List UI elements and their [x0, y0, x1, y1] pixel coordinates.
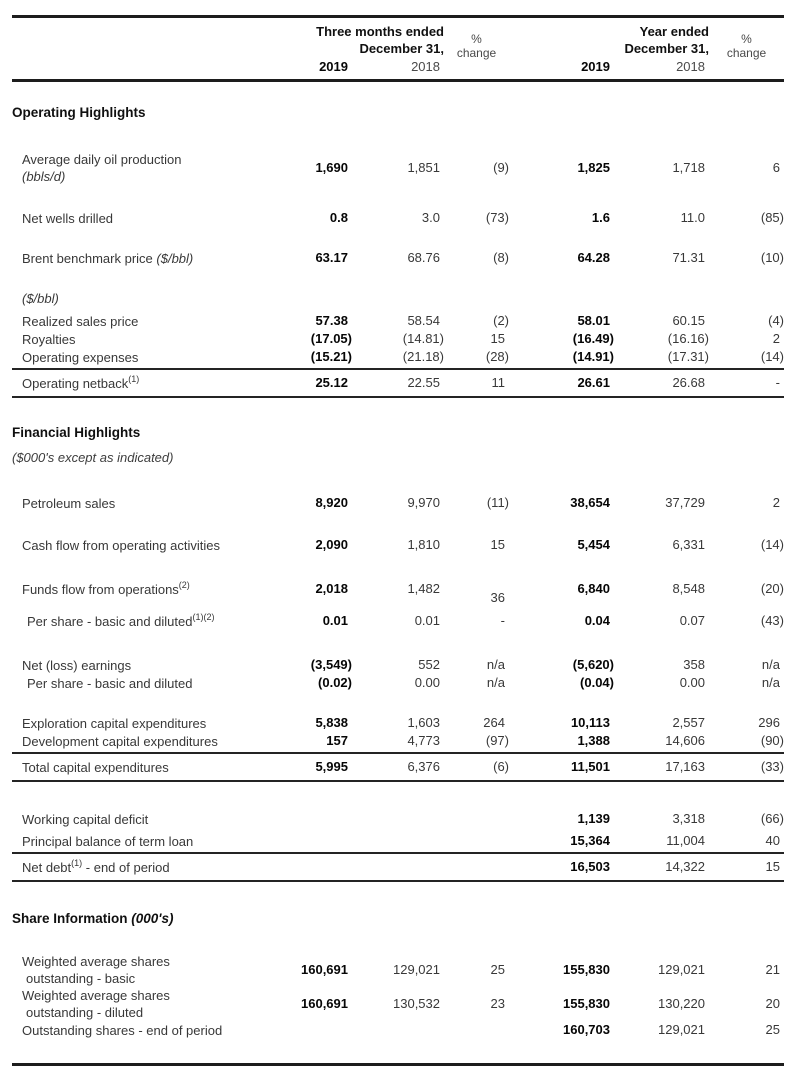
cell-yr-pct-change: (33)	[760, 759, 784, 774]
section-subtitle: ($000's except as indicated)	[12, 450, 174, 465]
cell-3mo-2019: 160,691	[301, 996, 348, 1011]
table-row	[12, 209, 784, 227]
cell-3mo-2019: 157	[326, 733, 348, 748]
row-label-line1	[22, 331, 284, 348]
cell-yr-2018: 358	[683, 657, 705, 672]
section-heading-italic: (000's)	[127, 911, 174, 926]
cell-3mo-pct-change: (8)	[493, 250, 509, 265]
cell-3mo-pct-change: 36	[490, 590, 505, 605]
section-heading	[12, 910, 784, 927]
row-label-line1	[22, 759, 284, 776]
cell-3mo-2019: 63.17	[315, 250, 348, 265]
table-row	[12, 579, 784, 605]
table-row	[12, 754, 784, 782]
cell-3mo-2018: (21.18)	[402, 349, 444, 364]
row-label-line1	[22, 733, 284, 750]
row-label-text: Per share - basic and diluted	[27, 675, 193, 691]
row-label	[12, 675, 284, 692]
row-label-suffix: - end of period	[82, 859, 170, 875]
cell-yr-2018: 1,718	[672, 160, 705, 175]
row-label	[12, 733, 284, 750]
cell-3mo-2019: (15.21)	[310, 349, 352, 364]
cell-yr-2018: (17.31)	[667, 349, 709, 364]
cell-3mo-2019: 0.01	[322, 613, 348, 628]
table-row	[12, 832, 784, 854]
cell-3mo-pct-change: (2)	[493, 313, 509, 328]
cell-yr-2019: 16,503	[570, 859, 610, 874]
cell-3mo-2019: 57.38	[315, 313, 348, 328]
cell-3mo-2019: (17.05)	[310, 331, 352, 346]
cell-yr-pct-change: 20	[765, 996, 780, 1011]
row-label-line1	[22, 953, 284, 970]
row-label-line1	[22, 987, 284, 1004]
table-header	[12, 15, 784, 82]
row-label-footnote: (1)	[128, 373, 140, 384]
cell-3mo-2019: (3,549)	[310, 657, 352, 672]
cell-3mo-2018: 1,810	[407, 537, 440, 552]
row-label-text: Principal balance of term loan	[22, 833, 194, 849]
cell-yr-2018: 0.07	[679, 613, 705, 628]
row-label	[12, 250, 284, 267]
row-label	[12, 210, 284, 227]
cell-3mo-2018: 4,773	[407, 733, 440, 748]
table-row	[12, 854, 784, 882]
row-label-footnote: (1)	[71, 857, 83, 868]
row-label-line1	[22, 657, 284, 674]
cell-yr-2019: 1,388	[577, 733, 610, 748]
row-label-line2: outstanding - diluted	[26, 1005, 144, 1020]
table-row	[12, 732, 784, 754]
table-row	[12, 249, 784, 267]
table-row	[12, 810, 784, 828]
cell-yr-pct-change: n/a	[761, 657, 780, 672]
financial-highlights-table	[12, 15, 784, 1066]
row-label-text: Funds flow from operations	[22, 581, 179, 597]
row-label-line1	[22, 349, 284, 366]
row-label	[12, 331, 284, 348]
cell-yr-pct-change: (90)	[760, 733, 784, 748]
cell-3mo-pct-change: (9)	[493, 160, 509, 175]
row-label-text: Net wells drilled	[22, 210, 114, 226]
row-label	[12, 833, 284, 850]
row-label-line1	[22, 859, 284, 876]
cell-yr-2018: 129,021	[658, 962, 705, 977]
row-label-unit: ($/bbl)	[152, 250, 194, 266]
cell-3mo-2019: (0.02)	[318, 675, 352, 690]
cell-yr-pct-change: (10)	[760, 250, 784, 265]
cell-yr-2018: 14,322	[665, 859, 705, 874]
table-row	[12, 674, 784, 692]
row-label	[12, 349, 284, 366]
row-label-line1	[22, 250, 284, 267]
cell-3mo-pct-change: n/a	[486, 657, 505, 672]
table-row	[12, 953, 784, 987]
row-label-line1	[22, 537, 284, 554]
cell-yr-pct-change: 2	[772, 331, 780, 346]
row-label-line1	[22, 833, 284, 850]
row-label-text: ($/bbl)	[22, 290, 59, 306]
cell-yr-2018: 0.00	[679, 675, 705, 690]
col-group-title-line1: Three months ended	[316, 24, 444, 39]
cell-3mo-pct-change: (28)	[485, 349, 509, 364]
cell-yr-2018: 26.68	[672, 375, 705, 390]
row-label-text: Exploration capital expenditures	[22, 715, 207, 731]
cell-3mo-2018: 552	[418, 657, 440, 672]
cell-3mo-2018: 9,970	[407, 495, 440, 510]
col-header-pct-change-3mo	[444, 32, 509, 68]
row-label	[12, 859, 284, 876]
row-label-line1	[22, 1022, 284, 1039]
cell-yr-2019: 58.01	[577, 313, 610, 328]
cell-3mo-2018: 58.54	[407, 313, 440, 328]
row-label-text: Operating netback	[22, 375, 129, 391]
cell-yr-2018: 14,606	[665, 733, 705, 748]
row-label	[12, 811, 284, 828]
cell-yr-2018: 129,021	[658, 1022, 705, 1037]
table-row	[12, 536, 784, 554]
cell-3mo-2018: 0.00	[414, 675, 440, 690]
row-label-line1	[22, 210, 284, 227]
row-label-line1	[22, 375, 284, 392]
row-label-line1	[22, 581, 284, 598]
row-label	[12, 1022, 284, 1039]
col-header-yr-2019: 2019	[581, 59, 610, 74]
cell-yr-2018: (16.16)	[667, 331, 709, 346]
cell-yr-2019: 5,454	[577, 537, 610, 552]
cell-3mo-2018: 0.01	[414, 613, 440, 628]
row-label-text: Net (loss) earnings	[22, 657, 132, 673]
cell-yr-pct-change: (43)	[760, 613, 784, 628]
cell-3mo-2019: 160,691	[301, 962, 348, 977]
row-label-text: Average daily oil production	[22, 152, 182, 167]
table-row	[12, 987, 784, 1021]
cell-yr-pct-change: (20)	[760, 581, 784, 596]
table-row	[12, 494, 784, 512]
cell-yr-2019: (0.04)	[580, 675, 614, 690]
cell-yr-2018: 130,220	[658, 996, 705, 1011]
cell-yr-pct-change: (4)	[768, 313, 784, 328]
row-label-line1	[22, 811, 284, 828]
row-label-line1	[27, 613, 284, 630]
cell-yr-pct-change: -	[775, 375, 780, 390]
cell-3mo-2019: 5,995	[315, 759, 348, 774]
cell-yr-pct-change: (85)	[760, 210, 784, 225]
row-label-text: Royalties	[22, 331, 76, 347]
cell-yr-2019: 10,113	[570, 715, 610, 730]
cell-yr-pct-change: 40	[765, 833, 780, 848]
row-label-text: Outstanding shares - end of period	[22, 1022, 223, 1038]
cell-yr-2019: 1,139	[577, 811, 610, 826]
cell-3mo-2018: 22.55	[407, 375, 440, 390]
row-label	[12, 537, 284, 554]
cell-3mo-pct-change: (97)	[485, 733, 509, 748]
col-group-three-months-ended	[284, 23, 444, 57]
cell-3mo-2019: 1,690	[315, 160, 348, 175]
cell-3mo-pct-change: -	[500, 613, 505, 628]
pct-sign: %	[471, 31, 482, 46]
row-label-line1	[22, 151, 284, 168]
section-heading	[12, 104, 784, 121]
cell-3mo-pct-change: 11	[491, 375, 505, 390]
cell-3mo-pct-change: (73)	[485, 210, 509, 225]
table-row	[12, 612, 784, 630]
cell-3mo-pct-change: 264	[483, 715, 505, 730]
row-label-line2: (bbls/d)	[22, 169, 66, 184]
cell-3mo-2018: 1,851	[407, 160, 440, 175]
cell-3mo-pct-change: (6)	[493, 759, 509, 774]
row-label-line1	[22, 290, 284, 307]
table-row	[12, 370, 784, 398]
cell-yr-pct-change: 296	[758, 715, 780, 730]
cell-yr-pct-change: 6	[772, 160, 780, 175]
row-label	[12, 151, 284, 185]
col-group-title-line1: Year ended	[639, 24, 709, 39]
cell-yr-2019: (14.91)	[572, 349, 614, 364]
table-row	[12, 330, 784, 348]
cell-3mo-2018: 6,376	[407, 759, 440, 774]
cell-yr-2018: 17,163	[665, 759, 705, 774]
row-label-text: Brent benchmark price	[22, 250, 153, 266]
cell-yr-2019: 11,501	[570, 759, 610, 774]
cell-yr-pct-change: (14)	[760, 537, 784, 552]
table-row	[12, 151, 784, 185]
cell-yr-2018: 2,557	[672, 715, 705, 730]
cell-yr-2019: 38,654	[570, 495, 610, 510]
table-body	[12, 104, 784, 1039]
col-group-title-line2: December 31,	[624, 41, 709, 56]
cell-yr-2018: 37,729	[665, 495, 705, 510]
row-label-line1	[22, 495, 284, 512]
pct-word: change	[726, 45, 767, 60]
cell-3mo-2018: 3.0	[421, 210, 440, 225]
cell-yr-pct-change: 2	[772, 495, 780, 510]
table-row	[12, 714, 784, 732]
pct-sign: %	[741, 31, 752, 46]
cell-3mo-pct-change: 15	[490, 331, 505, 346]
cell-3mo-pct-change: n/a	[486, 675, 505, 690]
cell-yr-2018: 71.31	[672, 250, 705, 265]
cell-yr-2019: 155,830	[563, 962, 610, 977]
row-label-text: Working capital deficit	[22, 811, 149, 827]
cell-yr-pct-change: 25	[765, 1022, 780, 1037]
cell-yr-pct-change: 15	[765, 859, 780, 874]
cell-3mo-2018: 1,603	[407, 715, 440, 730]
row-label	[12, 987, 284, 1021]
col-header-3mo-2019: 2019	[319, 59, 348, 74]
row-label	[12, 613, 284, 630]
row-label-text: Realized sales price	[22, 313, 139, 329]
cell-yr-2018: 6,331	[672, 537, 705, 552]
cell-3mo-2019: 25.12	[315, 375, 348, 390]
cell-yr-2019: (5,620)	[572, 657, 614, 672]
cell-3mo-2018: 129,021	[393, 962, 440, 977]
section-heading-text: Share Information	[12, 911, 128, 926]
row-label-text: Per share - basic and diluted	[27, 613, 193, 629]
row-label-text: Total capital expenditures	[22, 759, 169, 775]
col-header-yr-2018: 2018	[676, 59, 705, 74]
cell-3mo-2019: 5,838	[315, 715, 348, 730]
cell-yr-2018: 3,318	[672, 811, 705, 826]
col-group-year-ended	[509, 23, 709, 57]
section-heading	[12, 424, 784, 441]
row-label	[12, 953, 284, 987]
cell-3mo-2018: 1,482	[407, 581, 440, 596]
table-row	[12, 656, 784, 674]
cell-3mo-2019: 8,920	[315, 495, 348, 510]
row-label	[12, 313, 284, 330]
section-heading-text: Financial Highlights	[12, 425, 141, 440]
cell-yr-pct-change: (66)	[760, 811, 784, 826]
cell-3mo-2019: 2,018	[315, 581, 348, 596]
row-label	[12, 759, 284, 776]
cell-yr-2019: 0.04	[584, 613, 610, 628]
cell-yr-2019: 155,830	[563, 996, 610, 1011]
cell-3mo-pct-change: 23	[490, 996, 505, 1011]
cell-yr-pct-change: (14)	[760, 349, 784, 364]
row-label	[12, 581, 284, 598]
cell-3mo-2018: 68.76	[407, 250, 440, 265]
cell-yr-2019: 26.61	[577, 375, 610, 390]
row-label-text: Weighted average shares	[22, 954, 170, 969]
row-label-text: Petroleum sales	[22, 495, 116, 511]
row-label-text: Net debt	[22, 859, 72, 875]
row-label-text: Weighted average shares	[22, 988, 170, 1003]
cell-yr-2019: 6,840	[577, 581, 610, 596]
cell-3mo-2019: 2,090	[315, 537, 348, 552]
cell-yr-2019: 64.28	[577, 250, 610, 265]
cell-yr-2018: 11,004	[666, 833, 705, 848]
cell-3mo-pct-change: 25	[490, 962, 505, 977]
col-header-pct-change-yr	[709, 32, 784, 68]
cell-yr-2019: 1,825	[577, 160, 610, 175]
row-label	[12, 290, 284, 307]
row-label-footnote: (1)(2)	[192, 611, 215, 622]
row-label-footnote: (2)	[178, 579, 190, 590]
cell-3mo-2018: (14.81)	[402, 331, 444, 346]
table-row	[12, 348, 784, 370]
cell-yr-2019: 160,703	[563, 1022, 610, 1037]
cell-yr-pct-change: 21	[765, 962, 780, 977]
row-label-line1	[27, 675, 284, 692]
row-label-line2: outstanding - basic	[26, 971, 136, 986]
cell-yr-pct-change: n/a	[761, 675, 780, 690]
cell-yr-2019: (16.49)	[572, 331, 614, 346]
pct-word: change	[456, 45, 497, 60]
row-label-text: Cash flow from operating activities	[22, 537, 220, 553]
row-label	[12, 657, 284, 674]
cell-yr-2019: 15,364	[570, 833, 610, 848]
row-label-text: Operating expenses	[22, 349, 139, 365]
row-label-line1	[22, 715, 284, 732]
col-header-3mo-2018: 2018	[411, 59, 440, 74]
table-row	[12, 289, 784, 307]
cell-yr-2018: 8,548	[672, 581, 705, 596]
cell-3mo-pct-change: 15	[490, 537, 505, 552]
col-group-title-line2: December 31,	[359, 41, 444, 56]
row-label-line1	[22, 313, 284, 330]
section-heading-text: Operating Highlights	[12, 105, 146, 120]
row-label	[12, 375, 284, 392]
cell-yr-2018: 60.15	[672, 313, 705, 328]
cell-3mo-2018: 130,532	[393, 996, 440, 1011]
cell-3mo-pct-change: (11)	[486, 495, 509, 510]
cell-yr-2018: 11.0	[680, 210, 705, 225]
cell-yr-2019: 1.6	[591, 210, 610, 225]
row-label	[12, 715, 284, 732]
row-label-text: Development capital expenditures	[22, 733, 218, 749]
cell-3mo-2019: 0.8	[329, 210, 348, 225]
row-label	[12, 495, 284, 512]
table-row	[12, 312, 784, 330]
